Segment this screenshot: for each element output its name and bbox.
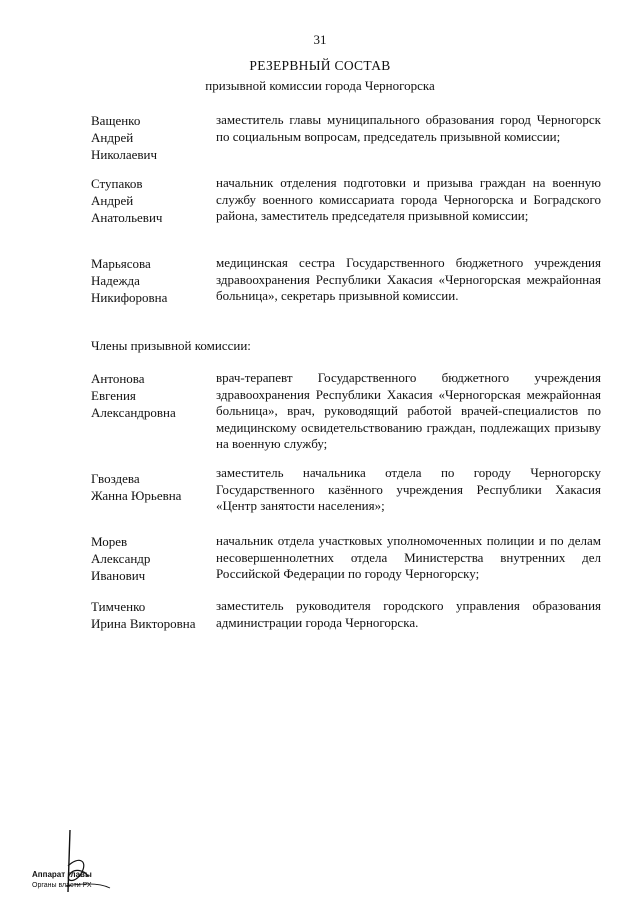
first-name: Надежда bbox=[91, 273, 140, 288]
surname: Марьясова bbox=[91, 256, 151, 271]
member-description: заместитель руководителя городского управления образования администрации города Черногорска. bbox=[216, 598, 601, 630]
member-description: начальник отделения подготовки и призыва граждан на военную службу военного комиссариата города Черногорска и Боградского района, заместитель председателя призывной комиссии; bbox=[216, 175, 601, 223]
member-description: медицинская сестра Государственного бюджетного учреждения здравоохранения Республики Хакасия «Черногорская межрайонная больница», секретарь призывной комиссии. bbox=[216, 255, 601, 303]
surname: Гвоздева bbox=[91, 471, 140, 486]
surname: Антонова bbox=[91, 371, 145, 386]
member-name bbox=[91, 598, 211, 632]
member-description: заместитель начальника отдела по городу Черногорску Государственного казённого учреждения Республики Хакасия «Центр занятости населения»; bbox=[216, 465, 601, 513]
full-given-name: Жанна Юрьевна bbox=[91, 488, 182, 503]
member-description: врач-терапевт Государственного бюджетного учреждения здравоохранения Республики Хакасия «Черногорская межрайонная больница», врач, руководящий работой врачей-специалистов по медицинскому освидетельствованию граждан, подлежащих призыву на военную службу; bbox=[216, 370, 601, 451]
member-name bbox=[91, 533, 211, 584]
surname: Ступаков bbox=[91, 176, 143, 191]
page-number: 31 bbox=[313, 32, 327, 47]
first-name: Андрей bbox=[91, 193, 134, 208]
document-subtitle: призывной комиссии города Черногорска bbox=[205, 78, 435, 93]
full-given-name: Ирина Викторовна bbox=[91, 616, 196, 631]
members-heading: Члены призывной комиссии: bbox=[91, 338, 251, 353]
stamp-line-2: Органы власти РХ bbox=[32, 882, 92, 889]
patronymic: Александровна bbox=[91, 405, 176, 420]
member-name bbox=[91, 255, 211, 306]
document-title: РЕЗЕРВНЫЙ СОСТАВ bbox=[249, 58, 391, 73]
first-name: Андрей bbox=[91, 130, 134, 145]
member-description: начальник отдела участковых уполномоченных полиции и по делам несовершеннолетних отдела Министерства внутренних дел Российской Федерации по городу Черногорску; bbox=[216, 533, 601, 581]
patronymic: Иванович bbox=[91, 568, 146, 583]
registry-stamp bbox=[18, 826, 128, 896]
member-name bbox=[91, 470, 211, 504]
patronymic: Никифоровна bbox=[91, 290, 168, 305]
patronymic: Николаевич bbox=[91, 147, 157, 162]
member-name bbox=[91, 175, 211, 226]
surname: Ващенко bbox=[91, 113, 141, 128]
first-name: Евгения bbox=[91, 388, 136, 403]
surname: Тимченко bbox=[91, 599, 146, 614]
member-description: заместитель главы муниципального образования город Черногорск по социальным вопросам, председатель призывной комиссии; bbox=[216, 112, 601, 144]
member-name bbox=[91, 370, 211, 421]
surname: Морев bbox=[91, 534, 128, 549]
member-name bbox=[91, 112, 211, 163]
first-name: Александр bbox=[91, 551, 151, 566]
patronymic: Анатольевич bbox=[91, 210, 163, 225]
stamp-line-1: Аппарат главы bbox=[32, 870, 92, 879]
